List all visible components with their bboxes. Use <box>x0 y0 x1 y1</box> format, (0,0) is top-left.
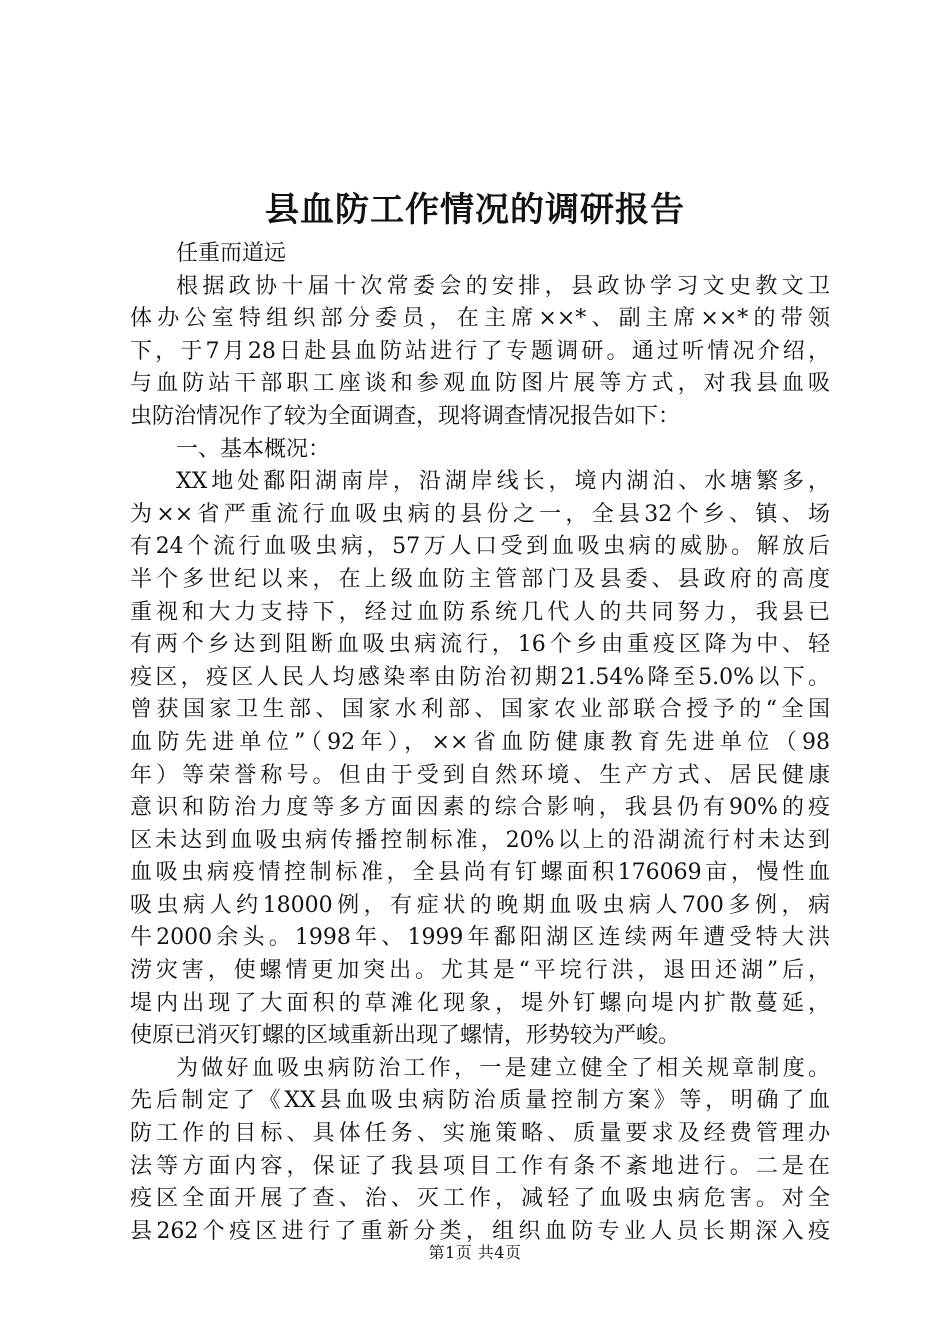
paragraph-line: 使原已消灭钉螺的区域重新出现了螺情，形势较为严峻。 <box>130 1023 681 1049</box>
paragraph-line: 有两个乡达到阻断血吸虫病流行，16个乡由重疫区降为中、轻 <box>130 632 830 658</box>
paragraph-line: 吸虫病人约18000例，有症状的晚期血吸虫病人700多例，病 <box>130 892 830 918</box>
page-number: 第1页 共4页 <box>428 1243 522 1262</box>
paragraph-line: 血防先进单位”（92年），××省血防健康教育先进单位（98 <box>130 729 830 755</box>
paragraph-line: 虫防治情况作了较为全面调查，现将调查情况报告如下： <box>130 403 681 429</box>
paragraph-line: 堤内出现了大面积的草滩化现象，堤外钉螺向堤内扩散蔓延， <box>130 990 830 1016</box>
paragraph-line: 有24个流行血吸虫病，57万人口受到血吸虫病的威胁。解放后 <box>130 534 830 560</box>
paragraph-line: 县262个疫区进行了重新分类，组织血防专业人员长期深入疫 <box>130 1218 830 1244</box>
paragraph-line: 涝灾害，使螺情更加突出。尤其是“平垸行洪，退田还湖”后， <box>130 958 830 984</box>
paragraph-line: 下，于7月28日赴县血防站进行了专题调研。通过听情况介绍， <box>130 338 830 364</box>
paragraph-line: 疫区，疫区人民人均感染率由防治初期21.54%降至5.0%以下。 <box>130 664 830 690</box>
paragraph-line: 意识和防治力度等多方面因素的综合影响，我县仍有90%的疫 <box>130 795 830 821</box>
paragraph-line: 体办公室特组织部分委员，在主席××*、副主席××*的带领 <box>130 306 830 332</box>
paragraph-line: 先后制定了《XX县血吸虫病防治质量控制方案》等，明确了血 <box>130 1088 830 1114</box>
paragraph-line: 曾获国家卫生部、国家水利部、国家农业部联合授予的“全国 <box>130 697 830 723</box>
paragraph-line: 年）等荣誉称号。但由于受到自然环境、生产方式、居民健康 <box>130 762 830 788</box>
paragraph-line: 防工作的目标、具体任务、实施策略、质量要求及经费管理办 <box>130 1121 830 1147</box>
paragraph-line: 重视和大力支持下，经过血防系统几代人的共同努力，我县已 <box>130 599 830 625</box>
paragraph-line: 为××省严重流行血吸虫病的县份之一，全县32个乡、镇、场 <box>130 501 830 527</box>
document-title: 县血防工作情况的调研报告 <box>265 190 685 230</box>
paragraph-line: 法等方面内容，保证了我县项目工作有条不紊地进行。二是在 <box>130 1153 830 1179</box>
section-heading: 一、基本概况： <box>176 436 331 462</box>
paragraph-line: 区未达到血吸虫病传播控制标准，20%以上的沿湖流行村未达到 <box>130 827 830 853</box>
paragraph-line: 为做好血吸虫病防治工作，一是建立健全了相关规章制度。 <box>176 1055 830 1081</box>
subtitle-line: 任重而道远 <box>176 241 287 266</box>
paragraph-line: 血吸虫病疫情控制标准，全县尚有钉螺面积176069亩，慢性血 <box>130 860 830 886</box>
paragraph-line: 牛2000余头。1998年、1999年鄱阳湖区连续两年遭受特大洪 <box>130 925 830 951</box>
paragraph-line: 疫区全面开展了查、治、灭工作，减轻了血吸虫病危害。对全 <box>130 1186 830 1212</box>
paragraph-line: XX地处鄱阳湖南岸，沿湖岸线长，境内湖泊、水塘繁多， <box>176 469 830 495</box>
paragraph-line: 半个多世纪以来，在上级血防主管部门及县委、县政府的高度 <box>130 566 830 592</box>
document-body <box>130 238 830 1248</box>
paragraph-line: 根据政协十届十次常委会的安排，县政协学习文史教文卫 <box>176 273 830 299</box>
paragraph-line: 与血防站干部职工座谈和参观血防图片展等方式，对我县血吸 <box>130 371 830 397</box>
